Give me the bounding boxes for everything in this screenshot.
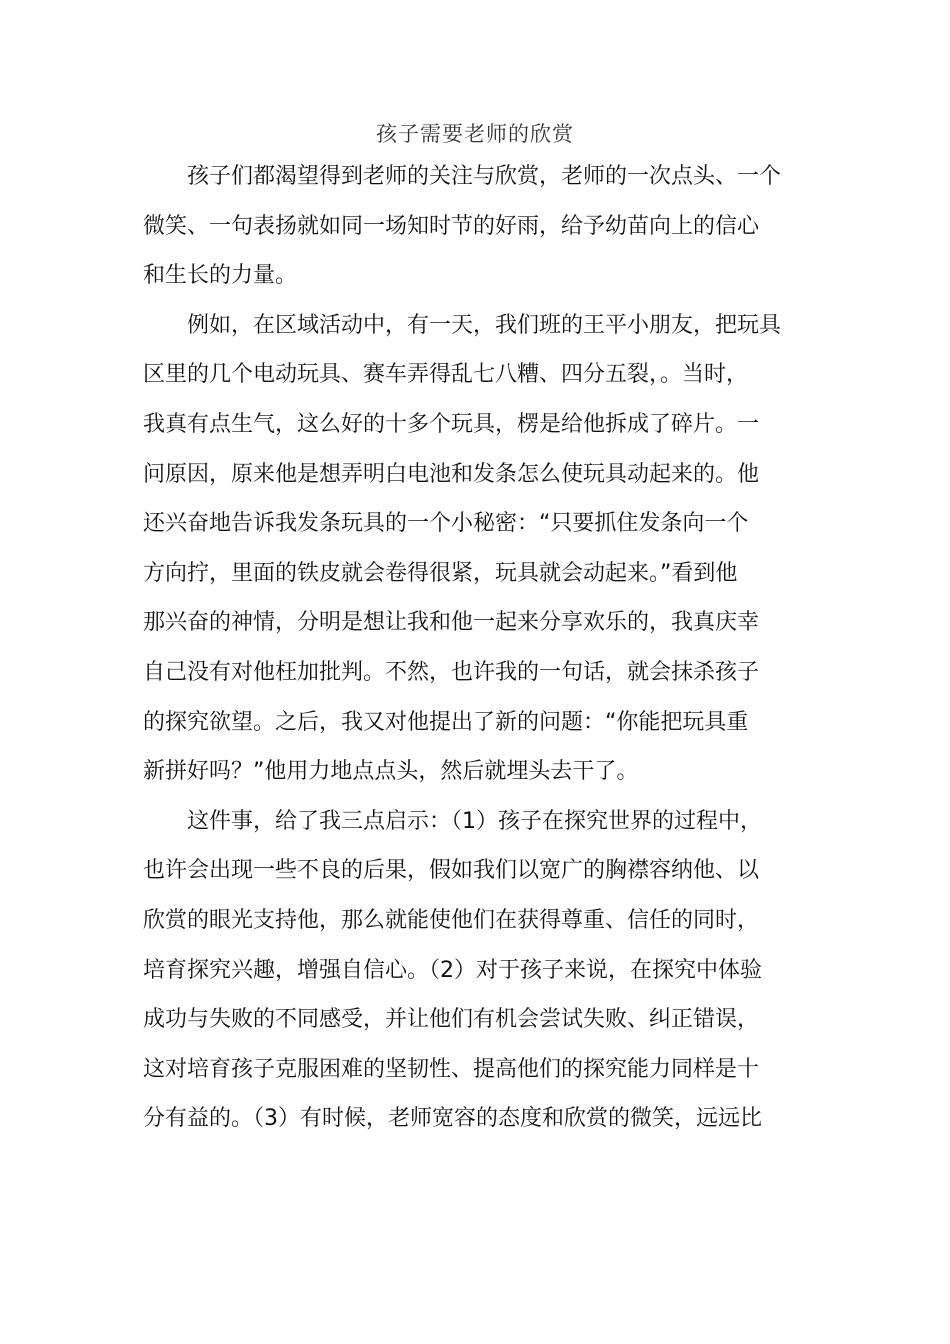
paragraph-1 xyxy=(143,152,815,301)
text-line: 我真有点生气，这么好的十多个玩具，楞是给他拆成了碎片。一 xyxy=(143,411,760,437)
text-line: 例如，在区域活动中，有一天，我们班的王平小朋友，把玩具 xyxy=(187,312,782,338)
text-line: 孩子们都渴望得到老师的关注与欣赏，老师的一次点头、一个 xyxy=(187,164,782,189)
text-line: 也许会出现一些不良的后果，假如我们以宽广的胸襟容纳他、以 xyxy=(143,858,760,884)
text-line: 新拼好吗？”他用力地点点头，然后就埋头去干了。 xyxy=(143,759,639,785)
text-line: 培育探究兴趣，增强自信心。（2）对于孩子来说，在探究中体验 xyxy=(143,957,762,983)
text-line: 方向拧，里面的铁皮就会卷得很紧，玩具就会动起来。”看到他 xyxy=(143,560,738,586)
text-line: 区里的几个电动玩具、赛车弄得乱七八糟、四分五裂，。当时， xyxy=(143,362,749,388)
text-line: 自己没有对他枉加批判。不然，也许我的一句话，就会抹杀孩子 xyxy=(143,659,760,685)
text-line: 欣赏的眼光支持他，那么就能使他们在获得尊重、信任的同时， xyxy=(143,907,760,933)
text-line: 分有益的。（3）有时候，老师宽容的态度和欣赏的微笑，远远比 xyxy=(143,1106,762,1132)
text-line: 问原因，原来他是想弄明白电池和发条怎么使玩具动起来的。他 xyxy=(143,461,760,487)
text-line: 这对培育孩子克服困难的坚韧性、提高他们的探究能力同样是十 xyxy=(143,1056,760,1082)
document-title: 孩子需要老师的欣赏 xyxy=(376,122,574,146)
text-line: 这件事，给了我三点启示：（1）孩子在探究世界的过程中， xyxy=(187,808,762,834)
paragraph-3 xyxy=(143,797,815,1144)
paragraph-2 xyxy=(143,301,815,797)
text-line: 和生长的力量。 xyxy=(143,263,298,289)
text-line: 的探究欲望。之后，我又对他提出了新的问题：“你能把玩具重 xyxy=(143,709,749,735)
text-line: 微笑、一句表扬就如同一场知时节的好雨，给予幼苗向上的信心 xyxy=(143,213,760,239)
text-line: 还兴奋地告诉我发条玩具的一个小秘密：“只要抓住发条向一个 xyxy=(143,511,749,537)
text-line: 成功与失败的不同感受，并让他们有机会尝试失败、纠正错误， xyxy=(143,1007,760,1033)
document-body xyxy=(143,152,815,1144)
text-line: 那兴奋的神情，分明是想让我和他一起来分享欢乐的，我真庆幸 xyxy=(143,610,760,636)
